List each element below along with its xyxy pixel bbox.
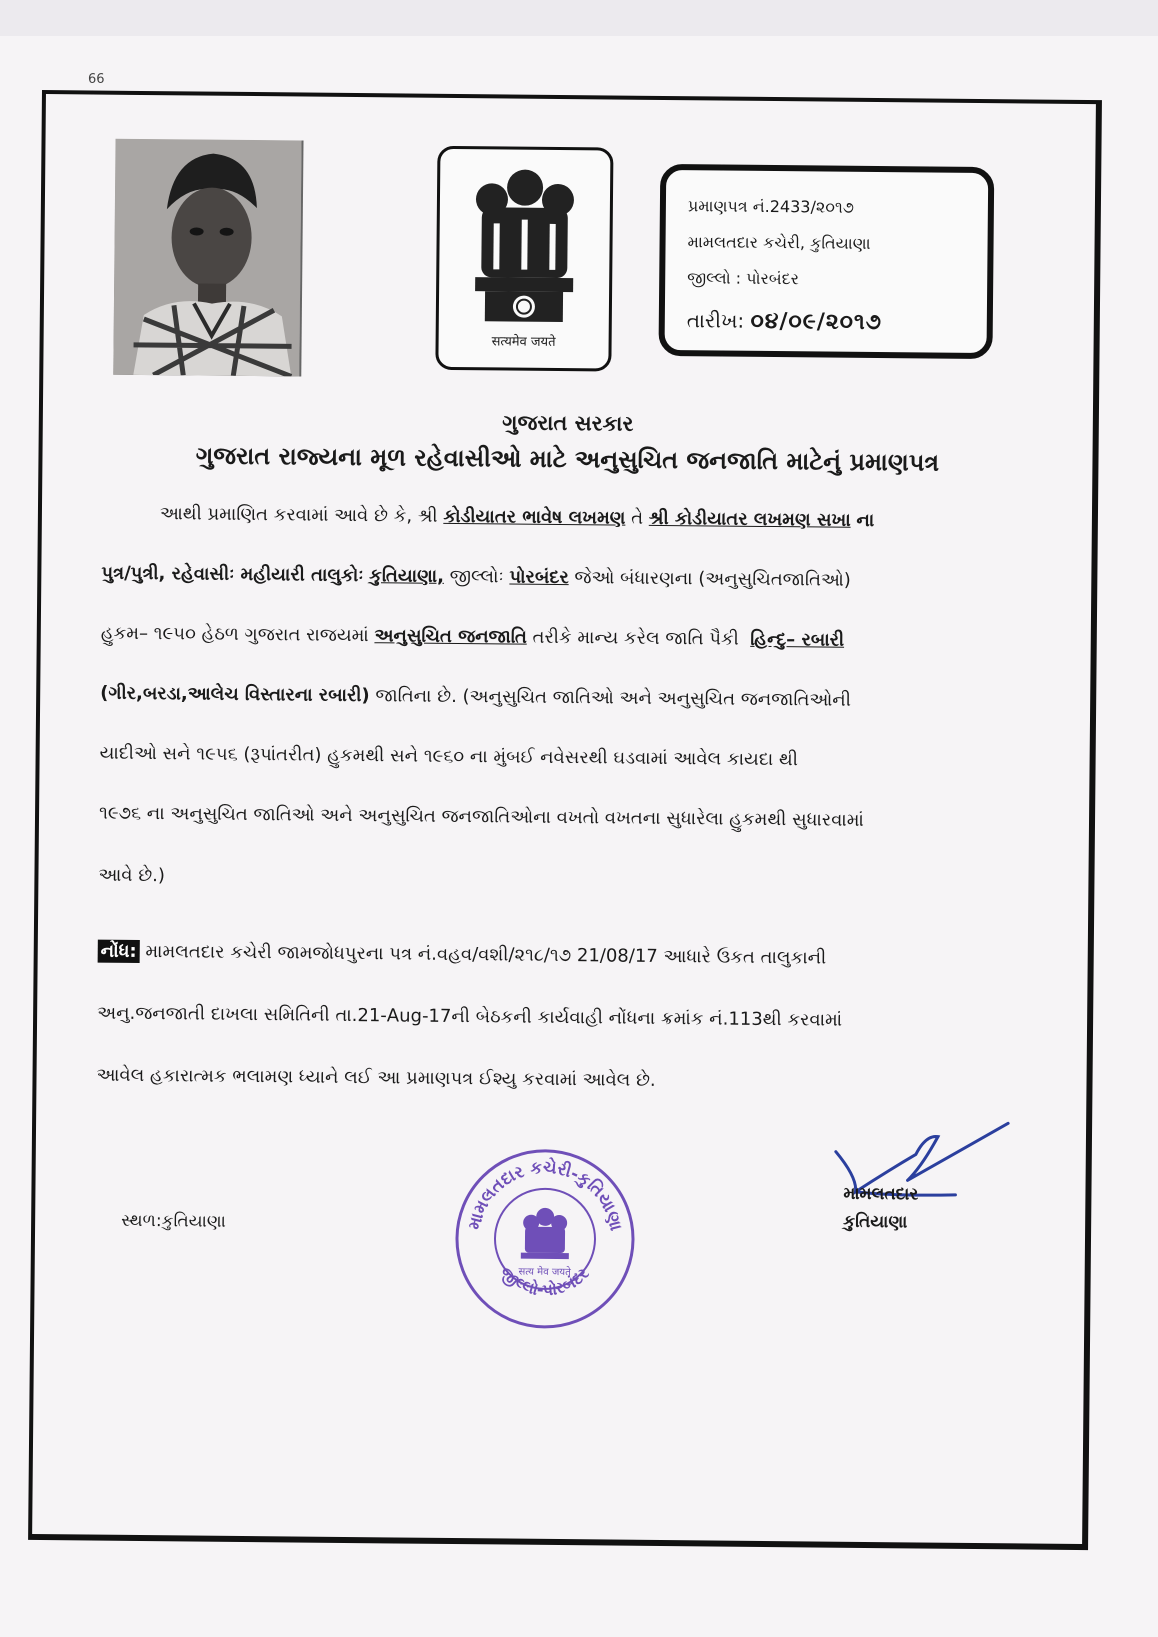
certificate-frame: [28, 90, 1102, 1550]
note-line-1: [98, 941, 1013, 971]
category-name: અનુસુચિત જનજાતિ: [374, 625, 527, 648]
certificate-title: ગુજરાત રાજ્યના મૂળ રહેવાસીઓ માટે અનુસુચિત જનજાતિ માટેનું પ્રમાણપત્ર: [195, 441, 940, 477]
seal-motto: सत्य मेव जयते: [518, 1266, 571, 1279]
lion-capital-icon: [471, 163, 579, 330]
body-line-6: ૧૯૭૬ ના અનુસુચિત જાતિઓ અને અનુસુચિત જનજાતિઓના વખતો વખતના સુધારેલા હુકમથી સુધારવામાં: [98, 802, 865, 831]
text-fragment: ના: [856, 509, 875, 532]
national-emblem-box: [435, 146, 613, 372]
certificate-info-box: [658, 164, 994, 359]
seal-text-bottom: જીલ્લો-પોરબંદર: [496, 1262, 593, 1300]
emblem-motto: सत्यमेव जयते: [491, 334, 556, 350]
note-line-3: આવેલ હકારાત્મક ભલામણ ધ્યાને લઈ આ પ્રમાણપત્ર ઈશ્યુ કરવામાં આવેલ છે.: [96, 1064, 656, 1091]
officer-designation: મામલતદાર: [843, 1183, 919, 1205]
officer-office: કુતિયાણા: [843, 1211, 908, 1233]
text-fragment: પુત્ર/પુત્રી, રહેવાસીઃ મહીયારી તાલુકોઃ: [101, 562, 364, 587]
body-line-1: [160, 503, 1020, 532]
text-fragment: હુકમ– ૧૯૫૦ હેઠળ ગુજરાત રાજયમાં: [100, 622, 369, 647]
office-seal: [452, 1146, 638, 1332]
page-number: 66: [88, 72, 105, 87]
body-line-2: [101, 563, 1016, 593]
issuing-office: મામલતદાર કચેરી, કુતિયાણા: [687, 232, 871, 253]
text-fragment: જીલ્લોઃ: [449, 565, 504, 588]
taluka-name: કુતિયાણા,: [369, 565, 445, 587]
applicant-photo: [113, 139, 303, 377]
text-fragment: જાતિના છે. (અનુસુચિત જાતિઓ અને અનુસુચિત જનજાતિઓની: [375, 685, 852, 711]
caste-detail: (ગીર,બરડા,આલેચ વિસ્તારના રબારી): [100, 682, 370, 707]
body-line-7: આવે છે.): [98, 864, 166, 887]
certificate-date-row: [687, 308, 882, 335]
government-heading: ગુજરાત સરકાર: [502, 410, 634, 436]
note-line-2: અનુ.જનજાતી દાખલા સમિતિની તા.21-Aug-17ની બેઠકની કાર્યવાહી નોંધના ક્રમાંક નં.113થી કરવામાં: [97, 1002, 843, 1031]
district-name: પોરબંદર: [509, 566, 569, 589]
text-fragment: મામલતદાર કચેરી જામજોધપુરના પત્ર નં.વહવ/વશી/૨૧૮/૧૭ 21/08/17 આધારે ઉકત તાલુકાની: [145, 941, 827, 969]
body-line-5: યાદીઓ સને ૧૯૫૬ (રૂપાંતરીત) હુકમથી સને ૧૯૬૦ ના મુંબઈ નવેસરથી ઘડવામાં આવેલ કાયદા થી: [99, 742, 799, 771]
text-fragment: આથી પ્રમાણિત કરવામાં આવે છે કે, શ્રી: [159, 503, 438, 527]
date-label: તારીખ:: [686, 308, 745, 333]
issuing-district: જીલ્લો : પોરબંદર: [687, 268, 800, 289]
body-line-4: [100, 683, 1015, 713]
certificate-date: ૦૪/૦૯/૨૦૧૭: [750, 308, 883, 336]
scan-edge: [0, 0, 1158, 36]
note-label: નોંધ:: [98, 940, 140, 963]
place-label: સ્થળ:કુતિયાણા: [121, 1210, 226, 1232]
caste-name: હિન્દુ– રબારી: [750, 628, 845, 651]
body-line-3: [101, 623, 1016, 653]
text-fragment: તે: [631, 507, 644, 529]
parent-name: શ્રી કોડીયાતર લખમણ સખા: [648, 507, 851, 531]
applicant-name: કોડીયાતર ભાવેષ લખમણ: [443, 505, 626, 529]
certificate-number: પ્રમાણપત્ર નં.2433/૨૦૧૭: [687, 196, 854, 217]
seal-text-top: મામલતદાર કચેરી-કુતિયાણા: [464, 1157, 626, 1233]
text-fragment: જેઓ બંધારણના (અનુસુચિતજાતિઓ): [574, 567, 851, 591]
text-fragment: તરીકે માન્ય કરેલ જાતિ પૈકી: [532, 626, 739, 650]
